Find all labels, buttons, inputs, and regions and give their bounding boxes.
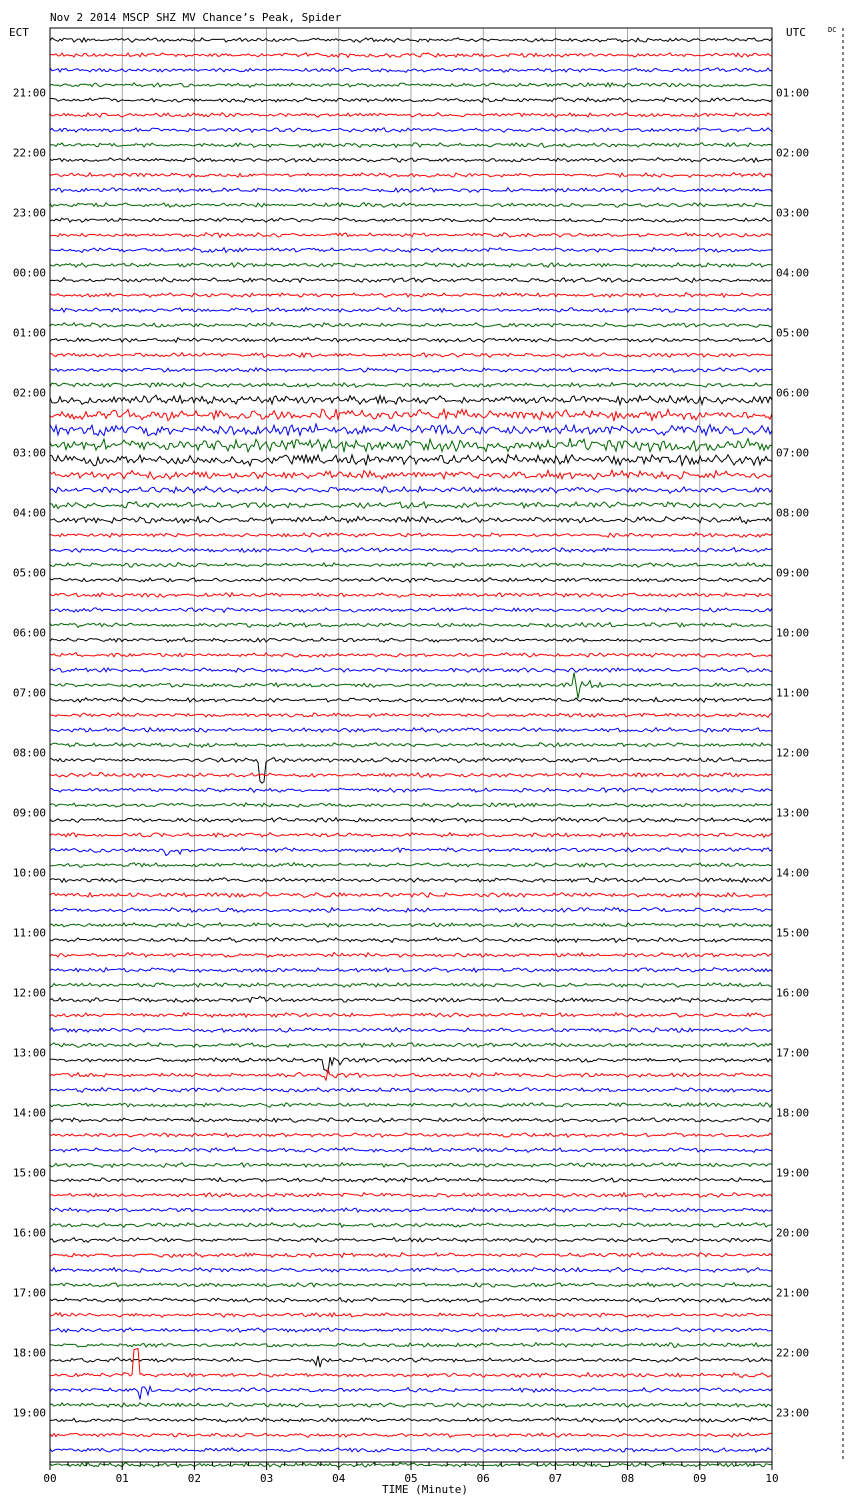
right-hour-labels (776, 87, 809, 1420)
right-hour-label: 13:00 (776, 806, 810, 820)
left-hour-label: 18:00 (12, 1346, 46, 1360)
x-tick-label: 05 (404, 1472, 418, 1485)
right-hour-label: 18:00 (776, 1106, 810, 1120)
x-tick-label: 10 (765, 1472, 779, 1485)
left-hour-label: 14:00 (12, 1106, 46, 1120)
x-tick-label: 01 (115, 1472, 129, 1485)
x-tick-label: 00 (43, 1472, 57, 1485)
left-hour-label: 00:00 (12, 266, 46, 280)
left-hour-label: 23:00 (12, 206, 46, 220)
left-hour-label: 22:00 (12, 146, 46, 160)
right-timezone-label: UTC (786, 26, 806, 39)
x-tick-label: 06 (476, 1472, 490, 1485)
x-tick-label: 02 (187, 1472, 202, 1485)
right-hour-label: 14:00 (776, 866, 810, 880)
right-hour-label: 09:00 (776, 566, 810, 580)
right-hour-label: 06:00 (776, 386, 810, 400)
right-hour-label: 16:00 (776, 986, 810, 1000)
left-hour-label: 10:00 (12, 866, 46, 880)
x-axis-ticks (43, 1462, 778, 1485)
right-hour-label: 01:00 (776, 86, 810, 100)
right-hour-label: 07:00 (776, 446, 810, 460)
right-hour-label: 20:00 (776, 1226, 810, 1240)
left-hour-label: 06:00 (12, 626, 46, 640)
left-hour-label: 05:00 (12, 566, 46, 580)
x-tick-label: 04 (332, 1472, 346, 1485)
right-hour-label: 11:00 (776, 686, 810, 700)
left-hour-labels (13, 87, 46, 1420)
right-hour-label: 19:00 (776, 1166, 810, 1180)
right-hour-label: 17:00 (776, 1046, 810, 1060)
x-tick-label: 03 (259, 1472, 274, 1485)
right-hour-label: 05:00 (776, 326, 810, 340)
left-hour-label: 17:00 (12, 1286, 46, 1300)
left-hour-label: 07:00 (12, 686, 46, 700)
left-timezone-label: ECT (9, 26, 29, 39)
right-hour-label: 04:00 (776, 266, 810, 280)
right-hour-label: 10:00 (776, 626, 810, 640)
left-hour-label: 13:00 (12, 1046, 46, 1060)
left-hour-label: 02:00 (12, 386, 46, 400)
left-hour-label: 09:00 (12, 806, 46, 820)
x-tick-label: 08 (620, 1472, 635, 1485)
left-hour-label: 04:00 (12, 506, 46, 520)
left-hour-label: 19:00 (12, 1406, 46, 1420)
left-hour-label: 21:00 (12, 86, 46, 100)
right-hour-label: 21:00 (776, 1286, 810, 1300)
right-hour-label: 02:00 (776, 146, 810, 160)
x-tick-label: 07 (548, 1472, 563, 1485)
dc-label: DC (828, 26, 837, 34)
left-hour-label: 12:00 (12, 986, 46, 1000)
right-hour-label: 12:00 (776, 746, 810, 760)
right-hour-label: 03:00 (776, 206, 810, 220)
x-axis-title: TIME (Minute) (381, 1483, 469, 1496)
left-hour-label: 03:00 (12, 446, 46, 460)
right-hour-label: 23:00 (776, 1406, 810, 1420)
chart-title: Nov 2 2014 MSCP SHZ MV Chance’s Peak, Spider (50, 11, 342, 24)
left-hour-label: 08:00 (12, 746, 46, 760)
left-hour-label: 15:00 (12, 1166, 46, 1180)
left-hour-label: 01:00 (12, 326, 46, 340)
x-tick-label: 09 (693, 1472, 707, 1485)
right-hour-label: 22:00 (776, 1346, 810, 1360)
left-hour-label: 11:00 (12, 926, 46, 940)
left-hour-label: 16:00 (12, 1226, 46, 1240)
right-hour-label: 08:00 (776, 506, 810, 520)
right-hour-label: 15:00 (776, 926, 810, 940)
